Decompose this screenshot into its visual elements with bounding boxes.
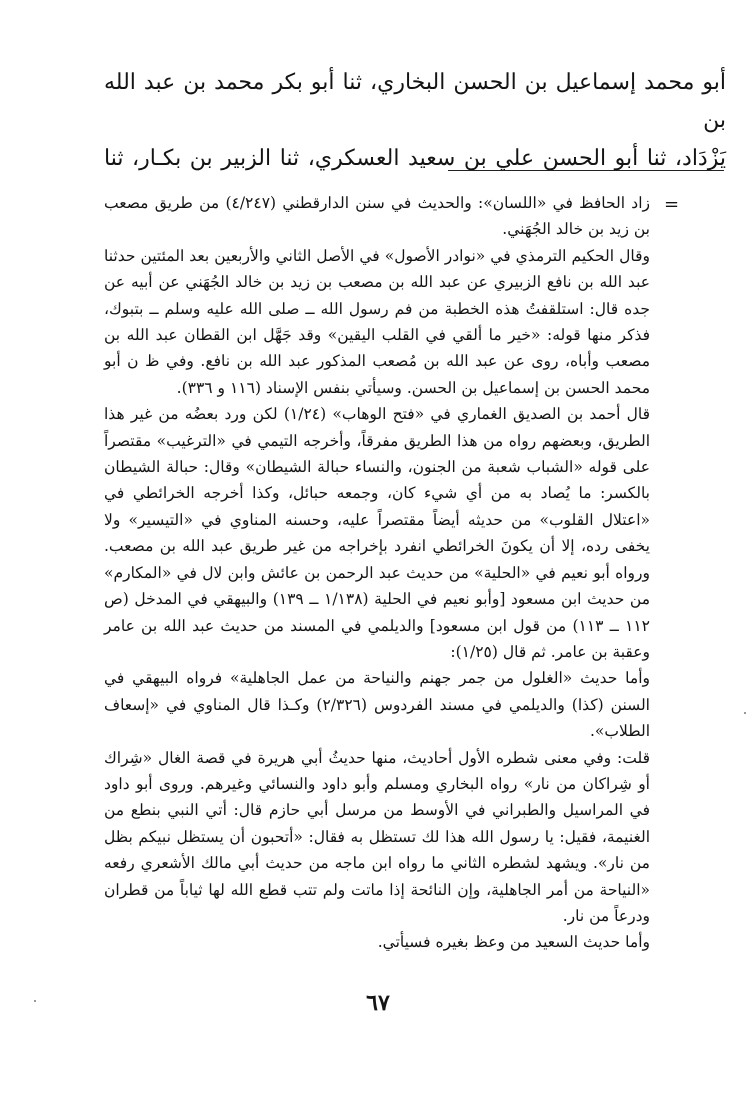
footnote-paragraph: وأما حديث السعيد من وعظ بغيره فسيأتي.	[377, 933, 650, 952]
scan-speck	[34, 1000, 36, 1002]
footnote-separator	[448, 170, 724, 171]
main-text-line: أبو محمد إسماعيل بن الحسن البخاري، ثنا أبو بكر محمد بن عبد الله بن	[104, 70, 726, 133]
footnote-paragraph: وقال الحكيم الترمذي في «نوادر الأصول» في الأصل الثاني والأربعين بعد المئتين حدثنا عبد الله بن نافع الزبيري عن عبد الله بن مصعب بن زيد بن خالد الجُهَني عن أبيه عن جده قال: استلقفتُ هذه الخطبة من فم رسول الله ــ صلى الله عليه وسلم ــ بتبوك، فذكر منها قوله: «خير ما ألقي في القلب اليقين» وقد جَهَّل ابن القطان عبد الله بن مصعب وأباه، روى عن عبد الله بن مُصعب المذكور عبد الله بن نافع. وفي ظ ن أبو محمد الحسن بن إسماعيل بن الحسن. وسيأتي بنفس الإسناد (١١٦ و ٣٣٦).	[104, 246, 650, 397]
footnote-paragraph: قال أحمد بن الصديق الغماري في «فتح الوهاب» (١/٢٤) لكن ورد بعضُه من غير هذا الطريق، وبعضهم رواه من هذا الطريق مفرقاً، وأخرجه التيمي في «الترغيب» مقتصراً على قوله «الشباب شعبة من الجنون، والنساء حبالة الشيطان» وقال: حبالة الشيطان بالكسر: ما يُصاد به من أي شيء كان، وجمعه حبائل، وكذا أخرجه الخرائطي في «اعتلال القلوب» من حديثه أيضاً مقتصراً عليه، وحسنه المناوي في «التيسير» ولا يخفى رده، إلا أن يكونَ الخرائطي انفرد بإخراجه من غير طريق عبد الله بن مصعب. ورواه أبو نعيم في «الحلية» من حديث عبد الرحمن بن عائش وابن لال في «المكارم» من حديث ابن مسعود [وأبو نعيم في الحلية (١/١٣٨ ــ ١٣٩) والبيهقي في المدخل (ص ١١٢ ــ ١١٣) من قول ابن مسعود] والديلمي في المسند من حديث عبد الله بن عامر وعقبة بن عامر. ثم قال (١/٢٥):	[104, 405, 651, 661]
footnote-paragraph: قلت: وفي معنى شطره الأول أحاديث، منها حديثُ أبي هريرة في قصة الغال «شِراك أو شِراكان من نار» رواه البخاري ومسلم وأبو داود والنسائي وغيرهم. وروى أبو داود في المراسيل والطبراني في الأوسط من مرسل أبي حازم قال: أتي النبي بنطع من الغنيمة، فقيل: يا رسول الله هذا لك تستظل به فقال: «أتحبون أن يستظل نبيكم بظل من نار». ويشهد لشطره الثاني ما رواه ابن ماجه من حديث أبي مالك الأشعري رفعه «النياحة من أمر الجاهلية، وإن النائحة إذا ماتت ولم تتب قطع الله لها ثياباً من قطران ودرعاً من نار.	[104, 748, 650, 925]
scan-speck	[744, 712, 746, 714]
footnotes	[104, 190, 650, 956]
footnote-paragraph: وأما حديث «الغلول من جمر جهنم والنياحة من عمل الجاهلية» فرواه البيهقي في السنن (كذا) والديلمي في مسند الفردوس (٢/٣٢٦) وكـذا قال المناوي في «إسعاف الطلاب».	[104, 669, 650, 741]
page-number: ٦٧	[366, 990, 390, 1016]
footnote-paragraph: زاد الحافظ في «اللسان»: والحديث في سنن الدارقطني (٤/٢٤٧) من طريق مصعب بن زيد بن خالد الجُهَني.	[104, 194, 650, 239]
footnote-continuation-marker: =	[664, 194, 680, 215]
main-text-line: يَزْدَاد، ثنا أبو الحسن علي بن سعيد العسكري، ثنا الزبير بن بكـار، ثنا	[104, 146, 726, 171]
main-text	[104, 64, 726, 178]
